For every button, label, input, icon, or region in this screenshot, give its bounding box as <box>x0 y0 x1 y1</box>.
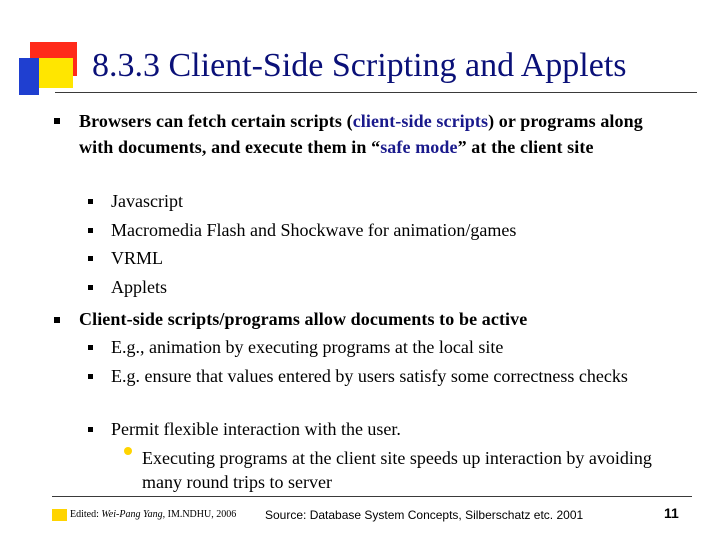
bullet-square-icon <box>54 317 60 323</box>
sub-bullet-icon <box>88 374 93 379</box>
bullet-2-text: Client-side scripts/programs allow documents to be active <box>79 309 528 329</box>
sub-bullet-icon <box>88 285 93 290</box>
footer-edited: Edited: Wei-Pang Yang, IM.NDHU, 2006 <box>70 509 237 520</box>
sub-bullet-animation: E.g., animation by executing programs at the local site <box>111 337 504 357</box>
sub-bullet-interaction: Permit flexible interaction with the user. <box>111 419 401 439</box>
sub-bullet-javascript: Javascript <box>111 191 183 211</box>
title-divider <box>55 92 697 93</box>
page-number: 11 <box>664 505 679 521</box>
sub-bullet-icon <box>88 256 93 261</box>
title-decor-blue-square <box>19 58 39 95</box>
sub-bullet-icon <box>88 427 93 432</box>
sub-bullet-correctness: E.g. ensure that values entered by users satisfy some correctness checks <box>111 366 628 386</box>
sub-bullet-applets: Applets <box>111 277 167 297</box>
sub-sub-bullet-dot-icon <box>124 447 132 455</box>
footer-yellow-square <box>52 509 67 521</box>
slide-title: 8.3.3 Client-Side Scripting and Applets <box>92 47 627 84</box>
sub-bullet-icon <box>88 199 93 204</box>
sub-bullet-vrml: VRML <box>111 248 164 268</box>
sub-bullet-flash: Macromedia Flash and Shockwave for animation/games <box>111 220 517 240</box>
footer-source: Source: Database System Concepts, Silberschatz etc. 2001 <box>265 508 584 522</box>
bullet-1-text: Browsers can fetch certain scripts (client-side scripts) or programs along with documents, and execute them in “safe mode” at the client site <box>79 111 643 157</box>
bullet-square-icon <box>54 118 60 124</box>
footer-divider <box>52 496 692 497</box>
title-decor-yellow-square <box>38 58 73 88</box>
sub-bullet-icon <box>88 228 93 233</box>
sub-bullet-icon <box>88 345 93 350</box>
sub-sub-bullet-speed: Executing programs at the client site speeds up interaction by avoiding many round trips to server <box>142 448 652 492</box>
